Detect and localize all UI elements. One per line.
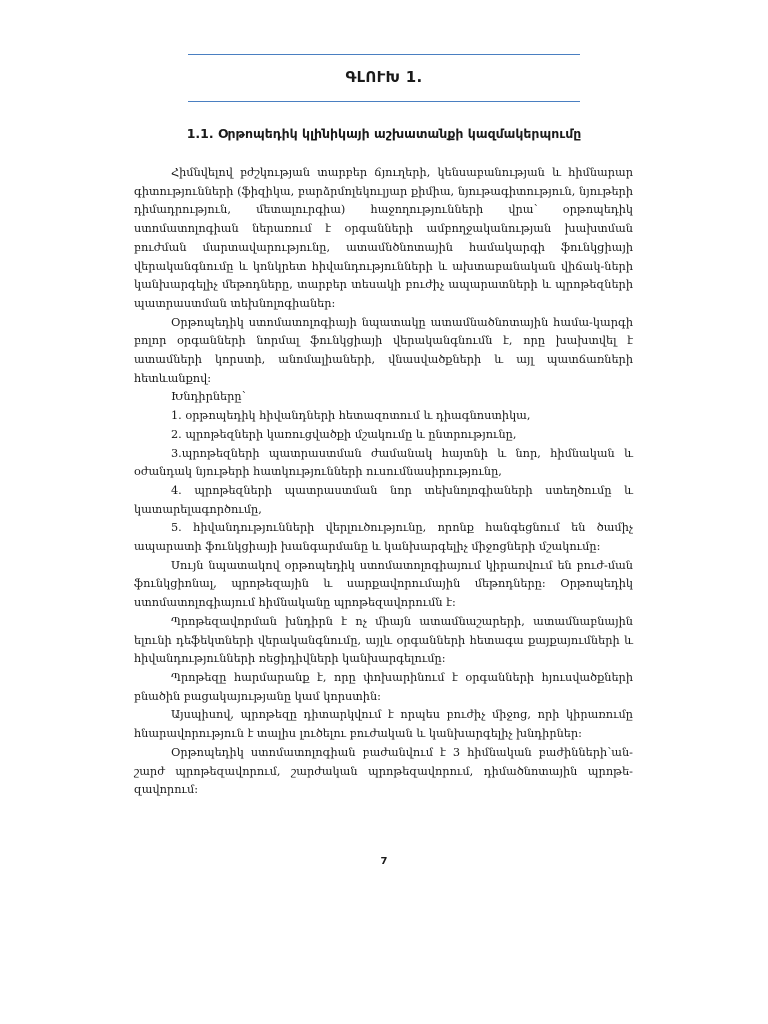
list-item-task-4: 4. պրոթեզների պատրաստման նոր տեխնոլոգիաների ստեղծումը և կատարելագործումը, [134, 483, 633, 516]
paragraph-intro: Հիմնվելով բժշկության տարբեր ճյուղերի, կենսաբանության և հիմնարար գիտությունների (ֆիզիկա, բարձրմոլեկուլյար քիմիա, նյութագիտություն, նյութերի դիմադրություն, մետալուրգիա) հաջողությունների վրա՝ օրթոպեդիկ ստոմատոլոգիան ներառում է օրգանների ամբողջականության խախտման բուժման մարտավարությունը, ատամնծնոտային համակարգի ֆունկցիայի վերականգնումը և կոնկրետ հիվանդությունների և ախտաբանական վիճակ-ների կանխարգելիչ մեթոդները, տարբեր տեսակի բուժիչ ապարատների և պրոթեզների պատրաստման տեխնոլոգիաներ: [134, 166, 633, 310]
paragraph-methods: Սույն նպատակով օրթոպեդիկ ստոմատոլոգիայում կիրառվում են բուժ-ման ֆունկցիոնալ, պրոթեզային և սարքավորումային մեթոդները: Օրթոպեդիկ ստոմատոլոգիայում հիմնականը պրոթեզավորումն է: [134, 558, 633, 610]
chapter-title: ԳԼՈՒԽ 1. [345, 68, 423, 86]
paragraph-goal: Օրթոպեդիկ ստոմատոլոգիայի նպատակը ատամնածնոտային համա-կարգի բոլոր օրգանների նորմալ ֆունկցիայի վերականգնումն է, որը խախտվել է ատամների կորստի, անոմալիաների, վնասվածքների և այլ պատճառների հետևանքով: [134, 315, 633, 385]
section-title: 1.1. Օրթոպեդիկ կլինիկայի աշխատանքի կազմակերպումը [186, 126, 582, 141]
paragraph-prosthetics-task: Պրոթեզավորման խնդիրն է ոչ միայն ատամնաշարերի, ատամնաբնային ելունի դեֆեկտների վերականգնումը, այլև օրգանների հետագա քայքայումների և հիվանդությունների ռեցիդիվների կանխարգելումը: [134, 614, 633, 666]
paragraph-therapeutic-means: Այսպիսով, պրոթեզը դիտարկվում է որպես բուժիչ միջոց, որի կիրառումը հնարավորություն է տալիս լուծելու բուժական և կանխարգելիչ խնդիրներ: [134, 708, 633, 741]
list-item-task-2: 2. պրոթեզների կառուցվածքի մշակումը և ընտրությունը, [171, 427, 517, 441]
chapter-bottom-rule [188, 101, 580, 102]
page-number: 7 [380, 856, 388, 867]
list-item-task-5: 5. հիվանդությունների վերլուծությունը, որոնք հանգեցնում են ծամիչ ապարատի ֆունկցիայի խանգարմանը և կանխարգելիչ միջոցների մշակումը: [134, 521, 633, 554]
body-text [134, 164, 633, 800]
paragraph-prosthesis-definition: Պրոթեզը հարմարանք է, որը փոխարինում է օրգանների հյուսվածքների բնածին բացակայությանը կամ կորստին: [134, 670, 633, 703]
paragraph-divisions: Օրթոպեդիկ ստոմատոլոգիան բաժանվում է 3 հիմնական բաժինների՝ան-շարժ պրոթեզավորում, շարժական պրոթեզավորում, դիմածնոտային պրոթե-զավորում: [134, 745, 633, 797]
list-item-task-3: 3.պրոթեզների պատրաստման ժամանակ հայտնի և նոր, հիմնական և օժանդակ նյութերի հատկությունների ուսումնասիրությունը, [134, 446, 633, 479]
list-item-task-1: 1. օրթոպեդիկ հիվանդների հետազոտում և դիագնոստիկա, [171, 409, 531, 423]
chapter-top-rule [188, 54, 580, 55]
paragraph-tasks-heading: Խնդիրները՝ [171, 390, 246, 404]
